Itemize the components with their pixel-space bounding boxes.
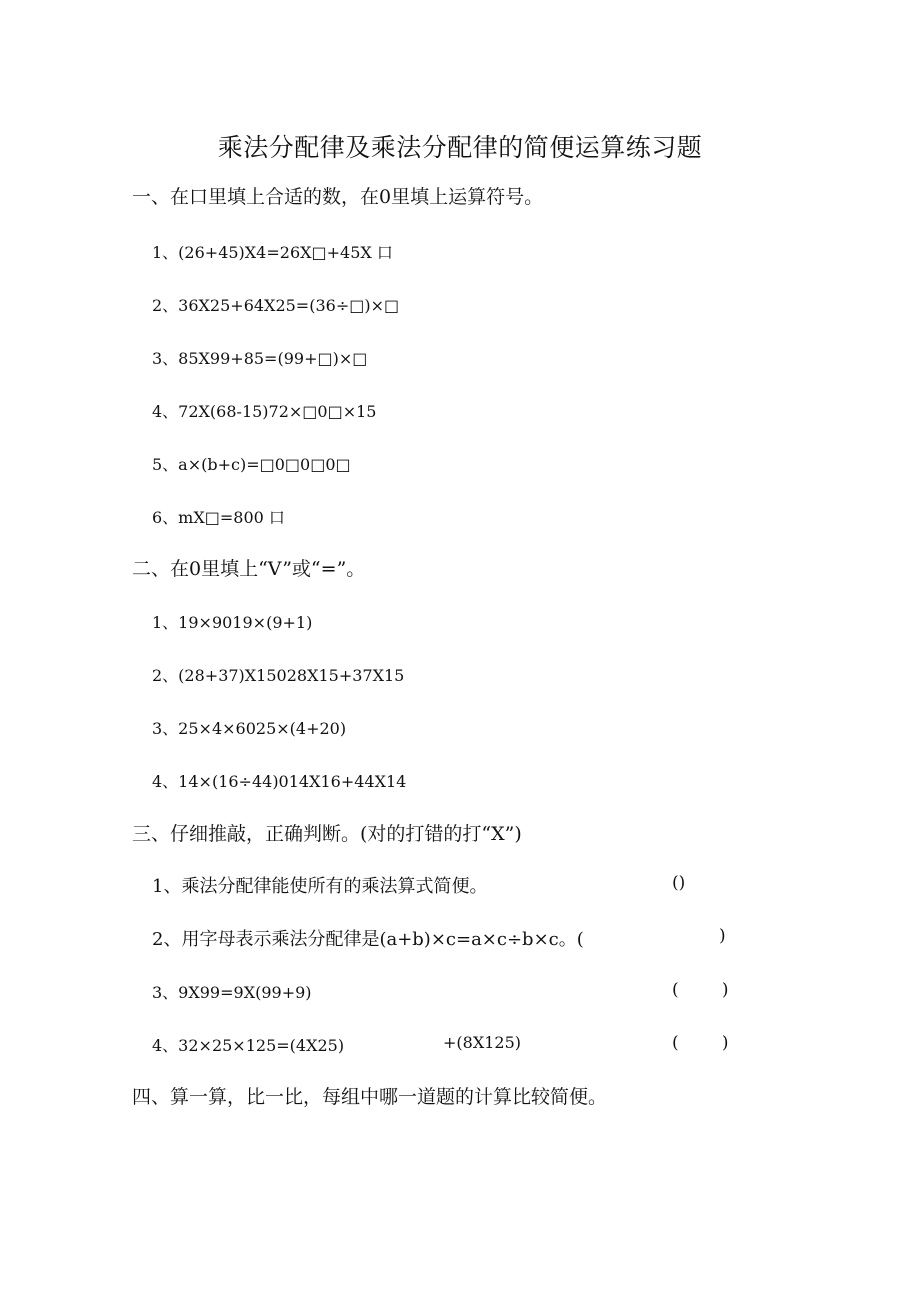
section-1-item-3: 3、85X99+85=(99+□)×□ — [152, 349, 368, 368]
section-3-item-3-answer-paren: ( ) — [672, 980, 729, 1000]
section-2-item-1: 1、19×9019×(9+1) — [152, 613, 313, 632]
section-1-item-2: 2、36X25+64X25=(36÷□)×□ — [152, 296, 400, 315]
section-3-item-4-answer-paren: ( ) — [672, 1033, 729, 1053]
section-3-item-4: 4、32×25×125=(4X25) — [152, 1036, 345, 1055]
section-2-item-4: 4、14×(16÷44)014X16+44X14 — [152, 772, 407, 791]
section-3-item-2-answer-paren: ) — [719, 926, 726, 946]
section-2-heading: 二、在0里填上“V”或“=”。 — [132, 558, 366, 580]
page-title: 乘法分配律及乘法分配律的简便运算练习题 — [217, 133, 703, 162]
section-3-heading: 三、仔细推敲，正确判断。(对的打错的打“X”) — [132, 823, 522, 845]
section-1-item-4: 4、72X(68-15)72×□0□×15 — [152, 402, 377, 421]
section-1-item-5: 5、a×(b+c)=□0□0□0□ — [152, 455, 351, 474]
section-4-heading: 四、算一算，比一比，每组中哪一道题的计算比较简便。 — [132, 1086, 608, 1108]
section-3-item-4-continuation: +(8X125) — [443, 1033, 521, 1052]
section-3-item-2: 2、用字母表示乘法分配律是(a+b)×c=a×c÷b×c。( — [152, 929, 584, 950]
section-2-item-3: 3、25×4×6025×(4+20) — [152, 719, 347, 738]
section-3-item-3: 3、9X99=9X(99+9) — [152, 983, 312, 1002]
section-1-item-6: 6、mX□=800 口 — [152, 508, 285, 527]
section-3-item-1-answer-paren: () — [672, 873, 686, 893]
section-2-item-2: 2、(28+37)X15028X15+37X15 — [152, 666, 405, 685]
section-1-item-1: 1、(26+45)X4=26X□+45X 口 — [152, 243, 393, 262]
section-3-item-1: 1、乘法分配律能使所有的乘法算式简便。 — [152, 876, 488, 897]
section-1-heading: 一、在口里填上合适的数，在0里填上运算符号。 — [132, 186, 544, 208]
